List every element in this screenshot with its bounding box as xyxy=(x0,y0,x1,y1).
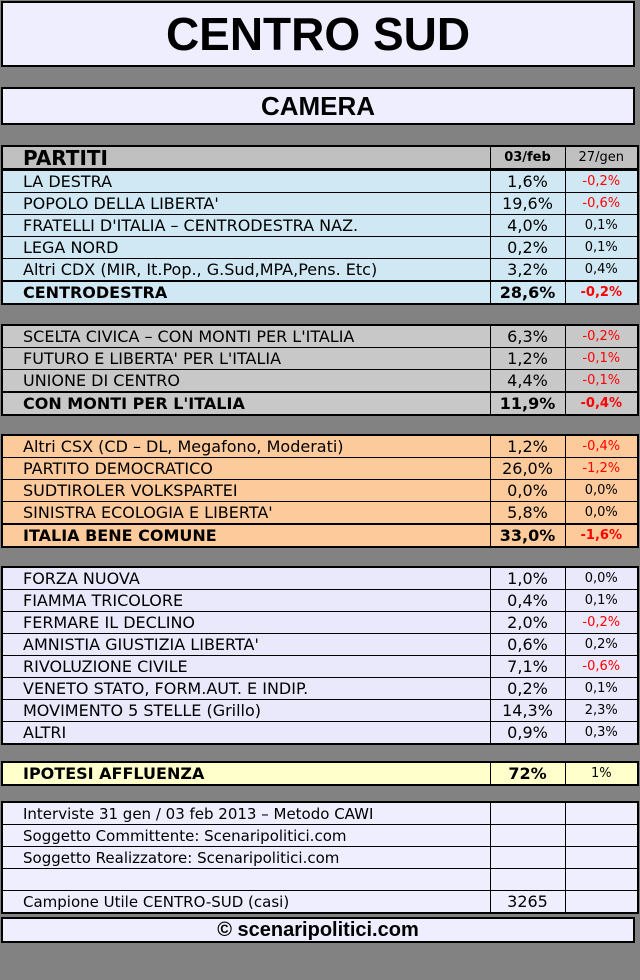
coalition-total-row xyxy=(2,524,638,547)
header-row xyxy=(2,146,638,169)
party-value: 0,4% xyxy=(490,590,565,612)
party-name: UNIONE DI CENTRO xyxy=(2,370,490,393)
party-change: -0,6% xyxy=(565,656,638,678)
party-row xyxy=(2,567,638,590)
party-row xyxy=(2,171,638,193)
party-row xyxy=(2,325,638,348)
party-name: LEGA NORD xyxy=(2,237,490,259)
party-change: -0,1% xyxy=(565,370,638,393)
parties-header: PARTITI xyxy=(2,146,490,169)
party-change: -0,4% xyxy=(565,435,638,458)
party-change: -0,2% xyxy=(565,171,638,193)
party-value: 3,2% xyxy=(490,259,565,282)
turnout-value: 72% xyxy=(490,762,565,785)
client-note: Soggetto Committente: Scenaripolitici.com xyxy=(2,825,490,847)
party-row xyxy=(2,700,638,722)
info-row xyxy=(2,825,638,847)
interviews-note: Interviste 31 gen / 03 feb 2013 – Metodo CAWI xyxy=(2,802,490,825)
party-value: 1,0% xyxy=(490,567,565,590)
party-change: 0,4% xyxy=(565,259,638,282)
party-name: SINISTRA ECOLOGIA E LIBERTA' xyxy=(2,502,490,525)
party-value: 0,0% xyxy=(490,480,565,502)
party-name: POPOLO DELLA LIBERTA' xyxy=(2,193,490,215)
party-row xyxy=(2,722,638,745)
party-value: 5,8% xyxy=(490,502,565,525)
party-change: 0,1% xyxy=(565,237,638,259)
party-value: 2,0% xyxy=(490,612,565,634)
coalition-change: -1,6% xyxy=(565,524,638,547)
turnout-label: IPOTESI AFFLUENZA xyxy=(2,762,490,785)
party-value: 1,2% xyxy=(490,348,565,370)
party-value: 0,2% xyxy=(490,237,565,259)
party-row xyxy=(2,590,638,612)
date-previous-header: 27/gen xyxy=(565,146,638,169)
party-name: SUDTIROLER VOLKSPARTEI xyxy=(2,480,490,502)
party-value: 0,6% xyxy=(490,634,565,656)
turnout-row xyxy=(2,762,638,785)
survey-info-table xyxy=(1,801,639,914)
party-name: FIAMMA TRICOLORE xyxy=(2,590,490,612)
party-row xyxy=(2,259,638,282)
coalition-value: 11,9% xyxy=(490,392,565,415)
party-change: 0,1% xyxy=(565,215,638,237)
party-change: 0,1% xyxy=(565,590,638,612)
coalition-change: -0,4% xyxy=(565,392,638,415)
party-change: 0,1% xyxy=(565,678,638,700)
coalition-name: CON MONTI PER L'ITALIA xyxy=(2,392,490,415)
party-row xyxy=(2,193,638,215)
party-row xyxy=(2,502,638,525)
party-change: -0,6% xyxy=(565,193,638,215)
party-row xyxy=(2,634,638,656)
party-row xyxy=(2,348,638,370)
party-value: 14,3% xyxy=(490,700,565,722)
party-row xyxy=(2,656,638,678)
party-value: 1,2% xyxy=(490,435,565,458)
header-table xyxy=(1,145,639,170)
centrodestra-table xyxy=(1,170,639,305)
page-title: CENTRO SUD xyxy=(1,1,635,67)
party-name: FORZA NUOVA xyxy=(2,567,490,590)
party-change: 0,2% xyxy=(565,634,638,656)
date-current-header: 03/feb xyxy=(490,146,565,169)
party-name: FERMARE IL DECLINO xyxy=(2,612,490,634)
party-change: 0,0% xyxy=(565,502,638,525)
party-name: LA DESTRA xyxy=(2,171,490,193)
party-value: 7,1% xyxy=(490,656,565,678)
sample-row xyxy=(2,891,638,914)
party-row xyxy=(2,480,638,502)
coalition-total-row xyxy=(2,281,638,304)
party-name: FRATELLI D'ITALIA – CENTRODESTRA NAZ. xyxy=(2,215,490,237)
coalition-name: ITALIA BENE COMUNE xyxy=(2,524,490,547)
party-row xyxy=(2,458,638,480)
party-name: ALTRI xyxy=(2,722,490,745)
party-change: 0,0% xyxy=(565,480,638,502)
party-change: -0,1% xyxy=(565,348,638,370)
sample-value: 3265 xyxy=(490,891,565,914)
party-change: -0,2% xyxy=(565,325,638,348)
party-name: AMNISTIA GIUSTIZIA LIBERTA' xyxy=(2,634,490,656)
coalition-name: CENTRODESTRA xyxy=(2,281,490,304)
party-change: 2,3% xyxy=(565,700,638,722)
party-row xyxy=(2,237,638,259)
info-row xyxy=(2,802,638,825)
turnout-change: 1% xyxy=(565,762,638,785)
party-value: 4,4% xyxy=(490,370,565,393)
info-row-empty xyxy=(2,869,638,891)
csx-table xyxy=(1,434,639,548)
party-row xyxy=(2,678,638,700)
party-name: FUTURO E LIBERTA' PER L'ITALIA xyxy=(2,348,490,370)
party-change: -1,2% xyxy=(565,458,638,480)
sample-label: Campione Utile CENTRO-SUD (casi) xyxy=(2,891,490,914)
party-row xyxy=(2,370,638,393)
party-value: 19,6% xyxy=(490,193,565,215)
party-name: VENETO STATO, FORM.AUT. E INDIP. xyxy=(2,678,490,700)
producer-note: Soggetto Realizzatore: Scenaripolitici.com xyxy=(2,847,490,869)
party-value: 1,6% xyxy=(490,171,565,193)
party-value: 6,3% xyxy=(490,325,565,348)
party-value: 0,2% xyxy=(490,678,565,700)
party-row xyxy=(2,435,638,458)
others-table xyxy=(1,566,639,745)
coalition-value: 33,0% xyxy=(490,524,565,547)
turnout-table xyxy=(1,761,639,786)
party-name: RIVOLUZIONE CIVILE xyxy=(2,656,490,678)
party-name: SCELTA CIVICA – CON MONTI PER L'ITALIA xyxy=(2,325,490,348)
coalition-change: -0,2% xyxy=(565,281,638,304)
party-name: PARTITO DEMOCRATICO xyxy=(2,458,490,480)
info-row xyxy=(2,847,638,869)
party-value: 26,0% xyxy=(490,458,565,480)
party-name: Altri CDX (MIR, It.Pop., G.Sud,MPA,Pens. Etc) xyxy=(2,259,490,282)
party-name: Altri CSX (CD – DL, Megafono, Moderati) xyxy=(2,435,490,458)
chamber-title: CAMERA xyxy=(1,87,635,125)
party-change: -0,2% xyxy=(565,612,638,634)
coalition-value: 28,6% xyxy=(490,281,565,304)
party-change: 0,3% xyxy=(565,722,638,745)
party-row xyxy=(2,215,638,237)
coalition-total-row xyxy=(2,392,638,415)
party-row xyxy=(2,612,638,634)
party-value: 0,9% xyxy=(490,722,565,745)
party-change: 0,0% xyxy=(565,567,638,590)
party-name: MOVIMENTO 5 STELLE (Grillo) xyxy=(2,700,490,722)
party-value: 4,0% xyxy=(490,215,565,237)
monti-table xyxy=(1,324,639,416)
footer-credit: © scenaripolitici.com xyxy=(1,917,635,943)
